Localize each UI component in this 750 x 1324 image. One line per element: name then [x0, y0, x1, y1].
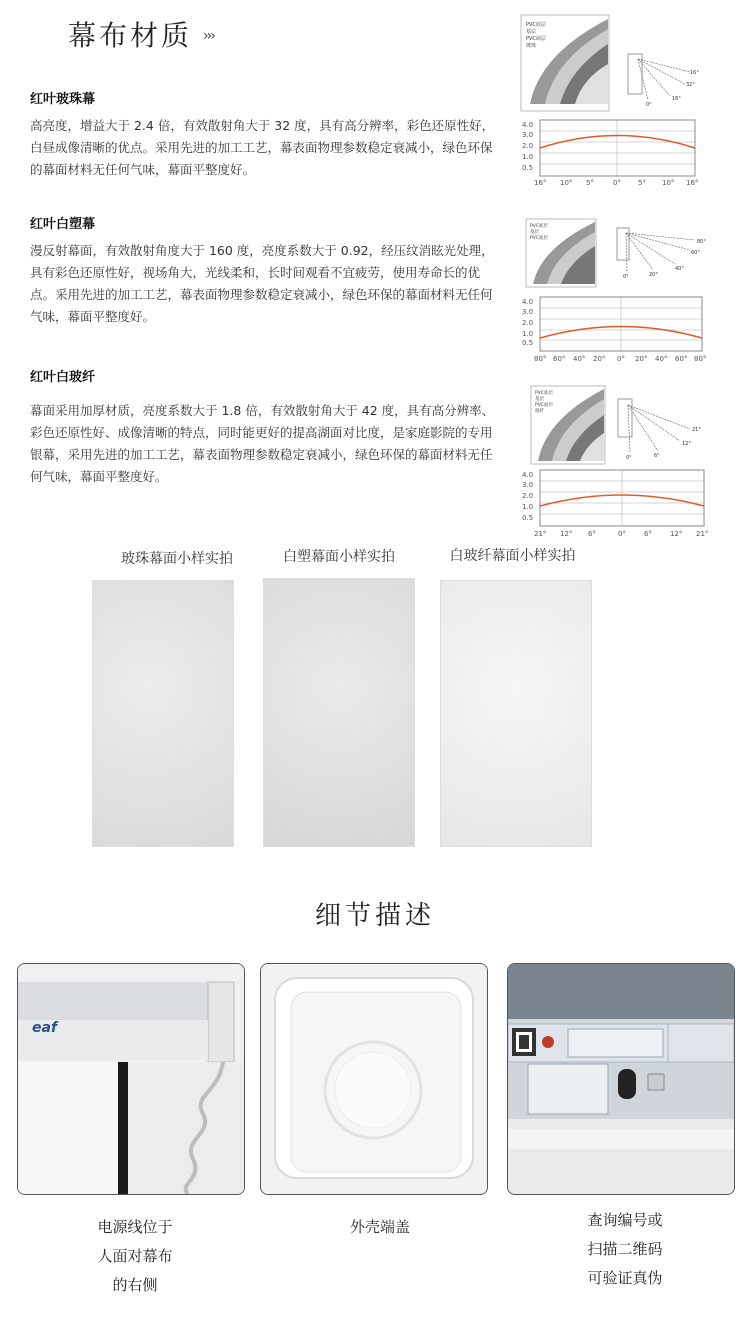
ytick: 3.0 — [522, 131, 534, 139]
xtick: 5° — [586, 179, 594, 187]
legend-label: 玻纤 — [535, 409, 544, 414]
ytick: 1.0 — [522, 503, 534, 511]
xtick: 0° — [617, 355, 625, 363]
swatch-label-white-plastic: 白塑幕面小样实拍 — [283, 549, 395, 565]
gain-chart-1 — [520, 118, 705, 188]
detail-caption-end-cap — [310, 1213, 450, 1242]
swatch-label-white-fiberglass: 白玻纤幕面小样实拍 — [449, 548, 576, 564]
xtick: 10° — [662, 179, 675, 187]
legend-label: PVC底层 — [535, 391, 553, 396]
xtick: 12° — [670, 530, 683, 538]
xtick: 0° — [613, 179, 621, 187]
xtick: 40° — [573, 355, 586, 363]
legend-label: PVC底层 — [530, 224, 548, 229]
angle-label: 0° — [626, 455, 632, 461]
layer-diagram-3 — [530, 385, 715, 467]
legend-label: 基层 — [530, 230, 539, 235]
layer-diagram-2 — [525, 218, 710, 290]
ytick: 4.0 — [522, 298, 534, 306]
layer-diagram-1 — [520, 14, 705, 114]
angle-label: 12° — [682, 441, 691, 447]
legend-label: PVC面层 — [530, 236, 548, 241]
angle-label: 6° — [654, 453, 660, 459]
legend-label: PVC面层 — [535, 403, 553, 408]
xtick: 0° — [618, 530, 626, 538]
angle-label: 0° — [646, 102, 652, 108]
ytick: 0.5 — [522, 164, 534, 172]
swatch-label-glass-bead: 玻珠幕面小样实拍 — [121, 551, 233, 567]
ytick: 1.0 — [522, 153, 534, 161]
legend-label: 玻珠 — [526, 43, 537, 49]
xtick: 21° — [534, 530, 547, 538]
angle-label: 80° — [697, 239, 706, 245]
angle-label: 21° — [692, 427, 701, 433]
ytick: 3.0 — [522, 481, 534, 489]
xtick: 60° — [553, 355, 566, 363]
section-title-material: 幕布材质 — [68, 19, 193, 52]
caption-line: 的右侧 — [112, 1276, 158, 1294]
gain-chart-2 — [520, 295, 710, 365]
xtick: 60° — [675, 355, 688, 363]
legend-label: 基层 — [535, 397, 544, 402]
ytick: 4.0 — [522, 121, 534, 129]
detail-photo-serial-label — [507, 963, 735, 1195]
section-title-detail: 细节描述 — [314, 901, 435, 931]
ytick: 2.0 — [522, 319, 534, 327]
gain-chart-3 — [520, 468, 710, 540]
detail-caption-power-cord — [70, 1213, 200, 1300]
angle-label: 32° — [686, 82, 695, 88]
caption-line: 查询编号或 — [587, 1211, 663, 1229]
detail-caption-serial-label — [555, 1206, 695, 1293]
swatch-photo-glass-bead — [92, 580, 234, 847]
ytick: 1.0 — [522, 330, 534, 338]
ytick: 3.0 — [522, 308, 534, 316]
xtick: 6° — [644, 530, 652, 538]
xtick: 21° — [696, 530, 709, 538]
swatch-photo-white-fiberglass — [440, 580, 592, 847]
xtick: 12° — [560, 530, 573, 538]
angle-label: 0° — [623, 274, 629, 280]
ytick: 0.5 — [522, 339, 534, 347]
caption-line: 外壳端盖 — [349, 1218, 410, 1236]
xtick: 5° — [638, 179, 646, 187]
angle-label: 16° — [672, 96, 681, 102]
material-name-white-plastic: 红叶白塑幕 — [30, 217, 96, 232]
caption-line: 电源线位于 — [97, 1218, 173, 1236]
angle-label: 40° — [675, 266, 684, 272]
xtick: 16° — [534, 179, 547, 187]
caption-line: 可验证真伪 — [587, 1269, 663, 1287]
ytick: 2.0 — [522, 492, 534, 500]
xtick: 10° — [560, 179, 573, 187]
caption-line: 人面对幕布 — [97, 1247, 173, 1265]
ytick: 0.5 — [522, 514, 534, 522]
detail-photo-power-cord — [17, 963, 245, 1195]
angle-label: 16° — [690, 70, 699, 76]
material-desc-white-plastic: 漫反射幕面，有效散射角度大于 160 度，亮度系数大于 0.92，经压纹消眩光处理，具有彩色还原性好，视场角大，光线柔和，长时间观看不宜疲劳，使用寿命长的优点。采用先进的加工工艺，幕表面物理参数稳定衰减小，绿色环保的幕面材料无任何气味，幕面平整度好。 — [30, 243, 494, 324]
material-desc-glass-bead: 高亮度，增益大于 2.4 倍，有效散射角大于 32 度，具有高分辨率，彩色还原性好，白昼成像清晰的优点。采用先进的加工工艺，幕表面物理参数稳定衰减小，绿色环保的幕面材料无任何气味，幕面平整度好。 — [30, 118, 495, 177]
swatch-photo-white-plastic — [263, 578, 415, 847]
material-name-white-fiberglass: 红叶白玻纤 — [30, 370, 96, 385]
detail-photo-end-cap — [260, 963, 488, 1195]
xtick: 16° — [686, 179, 699, 187]
ytick: 2.0 — [522, 142, 534, 150]
angle-label: 20° — [649, 272, 658, 278]
xtick: 20° — [635, 355, 648, 363]
xtick: 20° — [593, 355, 606, 363]
angle-label: 60° — [691, 250, 700, 256]
caption-line: 扫描二维码 — [587, 1240, 663, 1258]
xtick: 6° — [588, 530, 596, 538]
legend-label: PVC面层 — [526, 36, 546, 42]
xtick: 80° — [534, 355, 547, 363]
chevron-icon: ››› — [203, 28, 214, 44]
logo-text: eaf — [32, 1020, 58, 1036]
legend-label: PVC底层 — [526, 22, 546, 28]
xtick: 40° — [655, 355, 668, 363]
material-name-glass-bead: 红叶玻珠幕 — [30, 92, 96, 107]
legend-label: 基层 — [526, 29, 537, 35]
material-desc-white-fiberglass: 幕面采用加厚材质，亮度系数大于 1.8 倍，有效散射角大于 42 度，具有高分辨率、彩色还原性好、成像清晰的特点，同时能更好的提高湖面对比度，是家庭影院的专用银幕，采用先进的加工工艺，幕表面物理参数稳定衰减小，绿色环保的幕面材料无任何气味，幕面平整度好。 — [30, 403, 495, 484]
xtick: 80° — [694, 355, 707, 363]
ytick: 4.0 — [522, 471, 534, 479]
